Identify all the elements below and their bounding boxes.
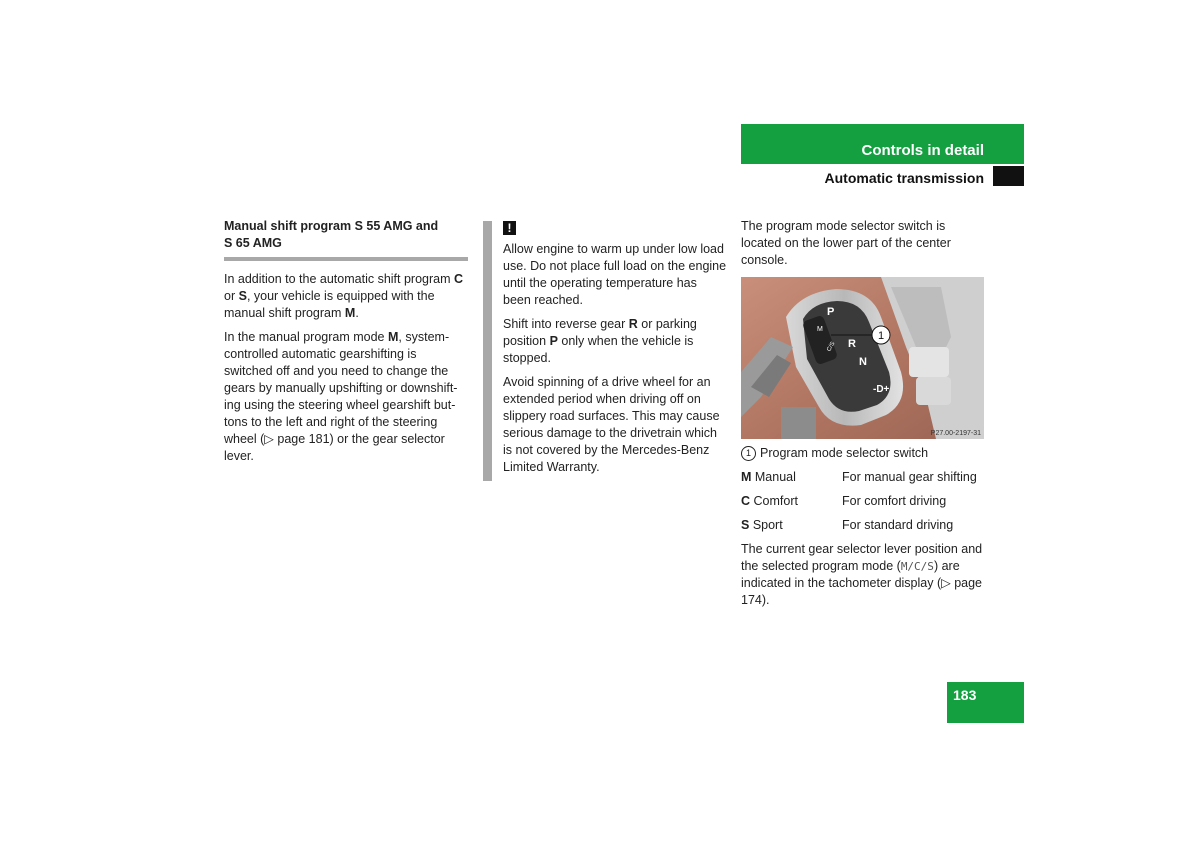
paragraph-2: In the manual program mode M, system-controlled automatic gearshifting is switched off and you need to change the gears by manually upshifting or downshift-ing using the steering wheel gearshift but-tons to the left and right of the steering wheel (▷ page 181) or the gear selector lever.: [224, 330, 458, 463]
warning-column: [503, 221, 728, 483]
left-column: [224, 218, 468, 472]
heading-line-1: Manual shift program S 55 AMG and: [224, 219, 439, 233]
paragraph-1: In addition to the automatic shift program C or S, your vehicle is equipped with the manual shift program M.: [224, 272, 464, 320]
heading-rule: [224, 257, 468, 261]
gate-label-r: R: [848, 338, 856, 350]
section-header: [741, 124, 1024, 164]
photo-legend: 1 Program mode selector switch: [741, 445, 985, 462]
callout-number: 1: [877, 330, 885, 342]
mode-row-comfort: C Comfort For comfort driving: [741, 494, 947, 508]
mode-row-sport: S Sport For standard driving: [741, 518, 954, 532]
photo-code: P27.00-2197-31: [930, 430, 981, 437]
legend-number-icon: 1: [741, 446, 756, 461]
heading-line-2: S 65 AMG: [224, 236, 282, 250]
warning-bar: [483, 221, 492, 481]
gate-label-cs: C/S: [826, 341, 837, 353]
manual-shift-heading: [224, 218, 468, 252]
gate-label-n: N: [859, 356, 867, 368]
intro-paragraph: The program mode selector switch is located on the lower part of the center console.: [741, 219, 951, 267]
gate-label-d: -D+: [873, 384, 890, 395]
section-title: Controls in detail: [861, 142, 984, 159]
warning-icon: !: [503, 221, 516, 235]
page-number-box: [947, 682, 1024, 723]
warning-paragraph-3: Avoid spinning of a drive wheel for an extended period when driving off on slippery road surfaces. This may cause serious damage to the drivetrain which is not covered by the Mercedes-Benz Limited Warranty.: [503, 375, 720, 474]
mode-row-manual: M Manual For manual gear shifting: [741, 470, 977, 484]
subsection-title: Automatic transmission: [824, 170, 984, 186]
right-column: [741, 218, 985, 616]
outro-paragraph: The current gear selector lever position and the selected program mode (M/C/S) are indicated in the tachometer display (▷ page 174).: [741, 542, 983, 607]
warning-paragraph-1: Allow engine to warm up under low load use. Do not place full load on the engine until the operating temperature has been reached.: [503, 242, 727, 307]
subsection-marker: [993, 166, 1024, 186]
page-number: 183: [953, 687, 977, 703]
gear-selector-photo: [741, 277, 984, 439]
gate-label-m: M: [817, 326, 823, 333]
warning-paragraph-2: Shift into reverse gear R or parking position P only when the vehicle is stopped.: [503, 317, 697, 365]
gate-label-p: P: [827, 306, 835, 318]
